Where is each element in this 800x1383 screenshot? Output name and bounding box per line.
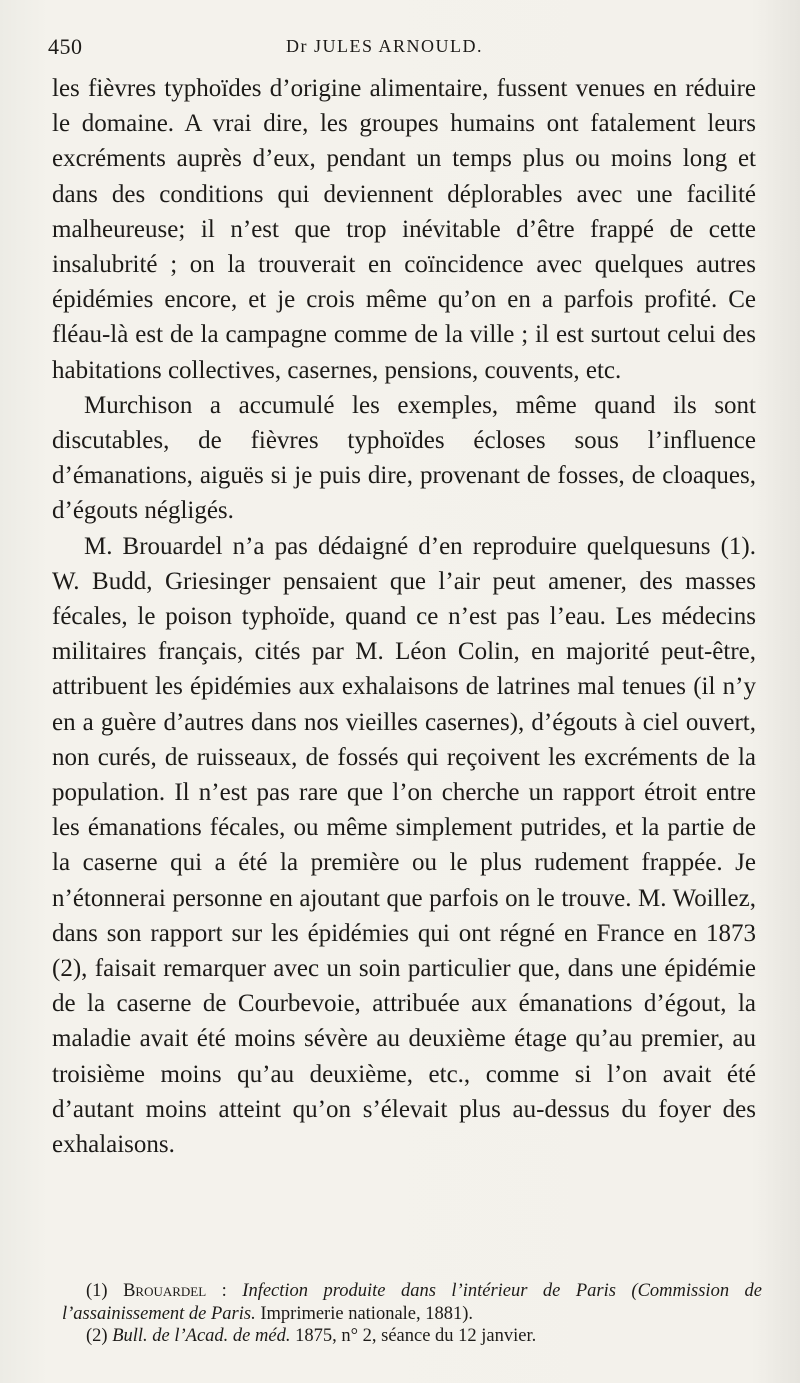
footnote-1-marker: (1)	[86, 1281, 108, 1301]
footnote-1	[62, 1280, 762, 1325]
footnote-1-title: Infection produite dans l’intérieur de Paris (Commission de l’assainissement de Paris.	[62, 1281, 763, 1324]
page-number: 450	[48, 34, 83, 59]
body-text	[52, 71, 756, 1162]
paragraph-2: Murchison a accumulé les exemples, même quand ils sont discutables, de fièvres typhoïdes écloses sous l’influence d’émanations, aiguës si je puis dire, provenant de fosses, de cloaques, d’égouts négligés.	[52, 391, 756, 525]
footnote-2-rest: 1875, n° 2, séance du 12 janvier.	[290, 1326, 537, 1346]
footnote-2	[62, 1325, 762, 1348]
footnote-2-marker: (2)	[86, 1326, 108, 1346]
footnotes	[62, 1280, 762, 1348]
footnote-1-rest: Imprimerie nationale, 1881).	[255, 1303, 474, 1324]
footnote-1-author: Brouardel	[123, 1281, 207, 1301]
footnote-2-title: Bull. de l’Acad. de méd.	[112, 1326, 291, 1346]
page-header	[48, 34, 748, 64]
paragraph-1: les fièvres typhoïdes d’origine alimentaire, fussent venues en réduire le domaine. A vrai dire, les groupes humains ont fatalement leurs excréments auprès d’eux, pendant un temps plus ou moins long et dans des conditions qui deviennent déplorables avec une facilité malheureuse; il n’est que trop inévitable d’être frappé de cette insalubrité ; on la trouverait en coïncidence avec quelques autres épidémies encore, et je crois même qu’on en a parfois profité. Ce fléau-là est de la campagne comme de la ville ; il est surtout celui des habitations collectives, casernes, pensions, couvents, etc.	[52, 75, 756, 384]
paragraph-3: M. Brouardel n’a pas dédaigné d’en reproduire quelquesuns (1). W. Budd, Griesinger pensaient que l’air peut amener, des masses fécales, le poison typhoïde, quand ce n’est pas l’eau. Les médecins militaires français, cités par M. Léon Colin, en majorité peut-être, attribuent les épidémies aux exhalaisons de latrines mal tenues (il n’y en a guère d’autres dans nos vieilles casernes), d’égouts à ciel ouvert, non curés, de ruisseaux, de fossés qui reçoivent les excréments de la population. Il n’est pas rare que l’on cherche un rapport étroit entre les émanations fécales, ou même simplement putrides, et la partie de la caserne qui a été la première ou le plus rudement frappée. Je n’étonnerai personne en ajoutant que parfois on le trouve. M. Woillez, dans son rapport sur les épidémies qui ont régné en France en 1873 (2), faisait remarquer avec un soin particulier que, dans une épidémie de la caserne de Courbevoie, attribuée aux émanations d’égout, la maladie avait été moins sévère au deuxième étage qu’au premier, au troisième moins qu’au deuxième, etc., comme si l’on avait été d’autant moins atteint qu’on s’élevait plus au-dessus du foyer des exhalaisons.	[52, 532, 756, 1159]
running-head: Dr JULES ARNOULD.	[286, 36, 484, 56]
footnote-1-separator: :	[206, 1281, 243, 1301]
